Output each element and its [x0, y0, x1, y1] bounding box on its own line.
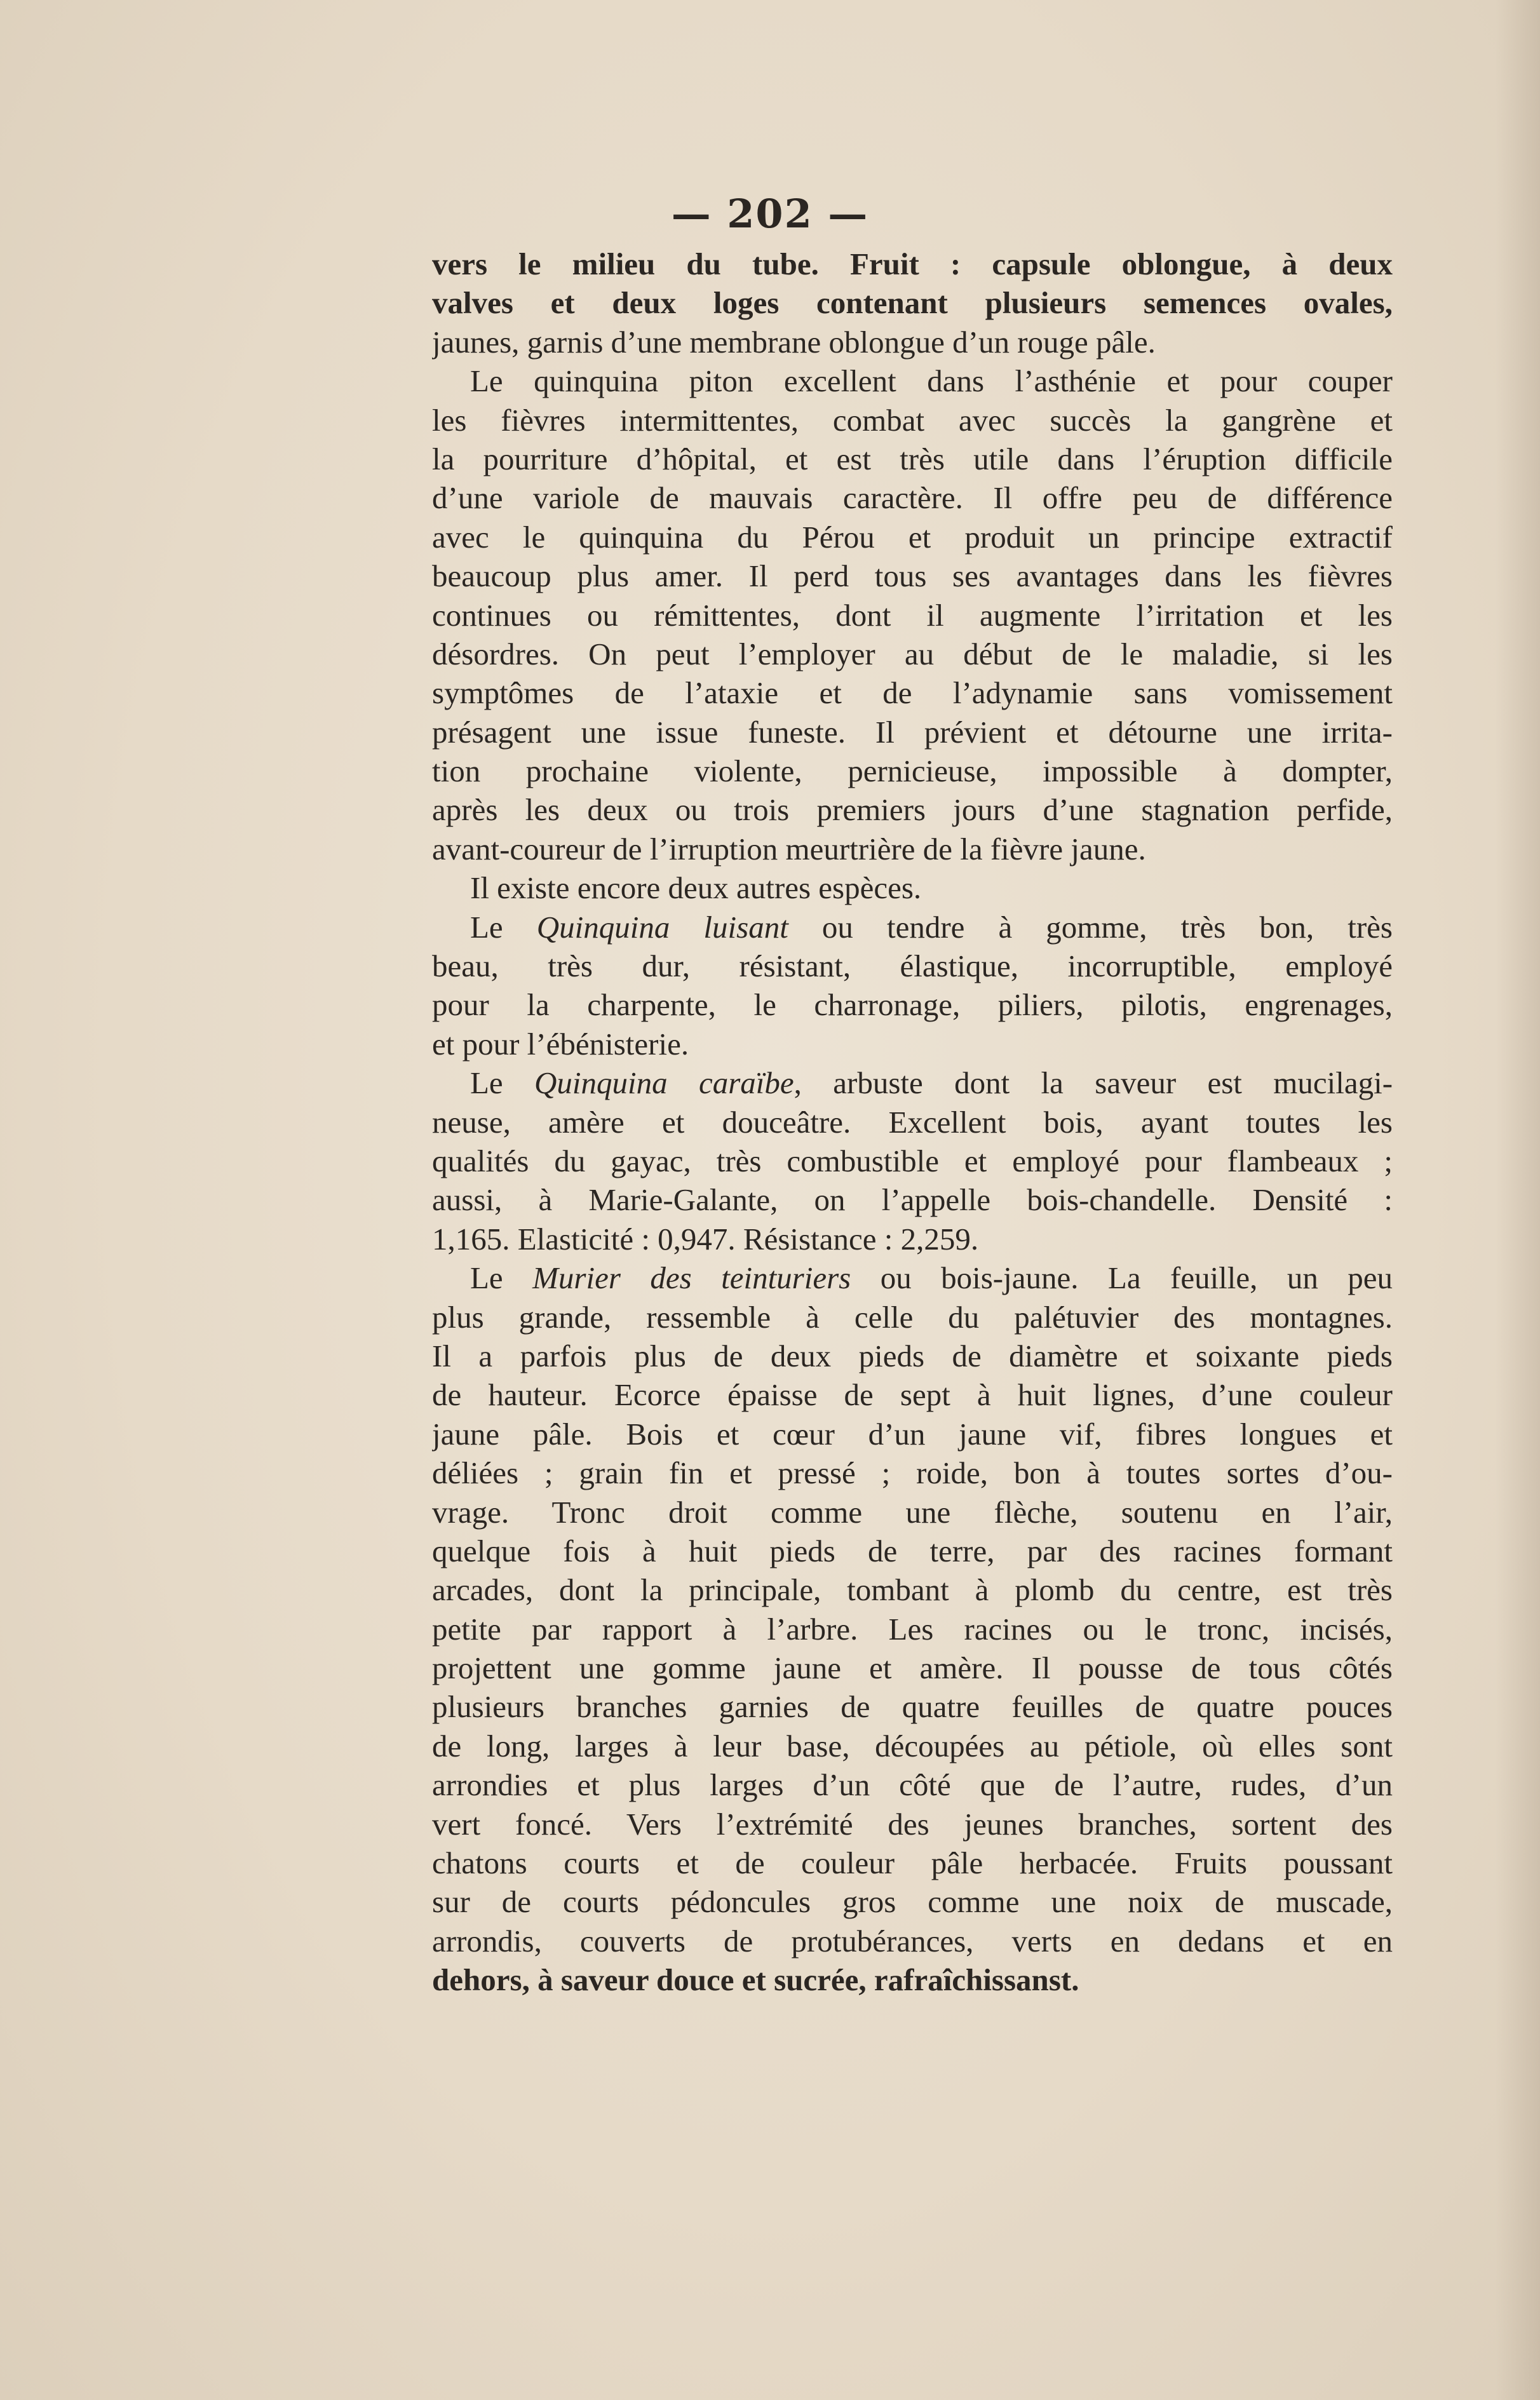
body-text	[432, 245, 1393, 2000]
text-run: Le	[470, 1260, 533, 1296]
text-line: Il a parfois plus de deux pieds de diamètre et soixante pieds	[432, 1338, 1393, 1373]
text-run: ou bois-jaune. La feuille, un peu	[851, 1260, 1393, 1296]
text-line: et pour l’ébénisterie.	[432, 1026, 689, 1062]
text-run: Le	[470, 1065, 535, 1101]
text-line: plus grande, ressemble à celle du palétuvier des montagnes.	[432, 1299, 1393, 1335]
text-line: avant-coureur de l’irruption meurtrière de la fièvre jaune.	[432, 831, 1146, 866]
text-line: jaune pâle. Bois et cœur d’un jaune vif, fibres longues et	[432, 1416, 1393, 1452]
text-run: ou tendre à gomme, très bon, très	[788, 909, 1393, 945]
text-run: , arbuste dont la saveur est mucilagi-	[794, 1065, 1393, 1101]
text-line: pour la charpente, le charronage, piliers, pilotis, engrenages,	[432, 987, 1393, 1023]
text-line: de hauteur. Ecorce épaisse de sept à huit lignes, d’une couleur	[432, 1377, 1393, 1413]
text-line: avec le quinquina du Pérou et produit un principe extractif	[432, 519, 1393, 555]
text-line: sur de courts pédoncules gros comme une noix de muscade,	[432, 1884, 1393, 1920]
text-line: qualités du gayac, très combustible et employé pour flambeaux ;	[432, 1143, 1393, 1178]
page-edge-shadow	[1496, 0, 1540, 2400]
text-line: neuse, amère et douceâtre. Excellent bois, ayant toutes les	[432, 1104, 1393, 1140]
text-line: quelque fois à huit pieds de terre, par des racines formant	[432, 1533, 1393, 1568]
text-line	[432, 1063, 1393, 1102]
text-line: beau, très dur, résistant, élastique, incorruptible, employé	[432, 948, 1393, 984]
text-line: présagent une issue funeste. Il prévient et détourne une irrita-	[432, 714, 1393, 750]
text-line: 1,165. Elasticité : 0,947. Résistance : 2,259.	[432, 1221, 979, 1257]
text-line: Il existe encore deux autres espèces.	[470, 870, 922, 906]
text-line: les fièvres intermittentes, combat avec succès la gangrène et	[432, 402, 1393, 438]
text-line: après les deux ou trois premiers jours d’une stagnation perfide,	[432, 792, 1393, 828]
text-line: la pourriture d’hôpital, et est très utile dans l’éruption difficile	[432, 441, 1393, 476]
text-line: dehors, à saveur douce et sucrée, rafraîchissanst.	[432, 1962, 1079, 1998]
text-line	[432, 1258, 1393, 1297]
text-line: d’une variole de mauvais caractère. Il offre peu de différence	[432, 480, 1393, 516]
text-line	[432, 908, 1393, 947]
text-line: de long, larges à leur base, découpées au pétiole, où elles sont	[432, 1728, 1393, 1763]
text-line: Le quinquina piton excellent dans l’asthénie et pour couper	[470, 363, 1393, 399]
text-line: arrondies et plus larges d’un côté que de l’autre, rudes, d’un	[432, 1767, 1393, 1803]
text-line: continues ou rémittentes, dont il augmente l’irritation et les	[432, 597, 1393, 633]
text-line: arcades, dont la principale, tombant à plomb du centre, est très	[432, 1572, 1393, 1608]
text-run: Le	[470, 909, 537, 945]
text-line: vert foncé. Vers l’extrémité des jeunes branches, sortent des	[432, 1806, 1393, 1842]
text-line: aussi, à Marie-Galante, on l’appelle bois-chandelle. Densité :	[432, 1182, 1393, 1218]
text-line: projettent une gomme jaune et amère. Il pousse de tous côtés	[432, 1650, 1393, 1686]
text-line: vrage. Tronc droit comme une flèche, soutenu en l’air,	[432, 1494, 1393, 1530]
text-line: chatons courts et de couleur pâle herbacée. Fruits poussant	[432, 1845, 1393, 1881]
text-line: arrondis, couverts de protubérances, verts en dedans et en	[432, 1923, 1393, 1958]
text-line: déliées ; grain fin et pressé ; roide, bon à toutes sortes d’ou-	[432, 1455, 1393, 1491]
text-line: valves et deux loges contenant plusieurs semences ovales,	[432, 285, 1393, 321]
text-line: symptômes de l’ataxie et de l’adynamie sans vomissement	[432, 675, 1393, 711]
species-name: Quinquina luisant	[536, 909, 788, 945]
text-line: beaucoup plus amer. Il perd tous ses avantages dans les fièvres	[432, 558, 1393, 594]
text-line: vers le milieu du tube. Fruit : capsule oblongue, à deux	[432, 246, 1393, 281]
text-line: désordres. On peut l’employer au début de le maladie, si les	[432, 636, 1393, 671]
text-line: jaunes, garnis d’une membrane oblongue d’un rouge pâle.	[432, 324, 1156, 360]
text-line: petite par rapport à l’arbre. Les racines ou le tronc, incisés,	[432, 1611, 1393, 1647]
text-line: tion prochaine violente, pernicieuse, impossible à dompter,	[432, 753, 1393, 789]
page-number: — 202 —	[671, 191, 869, 237]
text-line: plusieurs branches garnies de quatre feuilles de quatre pouces	[432, 1689, 1393, 1725]
species-name: Quinquina caraïbe	[534, 1065, 794, 1101]
species-name: Murier des teinturiers	[532, 1260, 851, 1296]
